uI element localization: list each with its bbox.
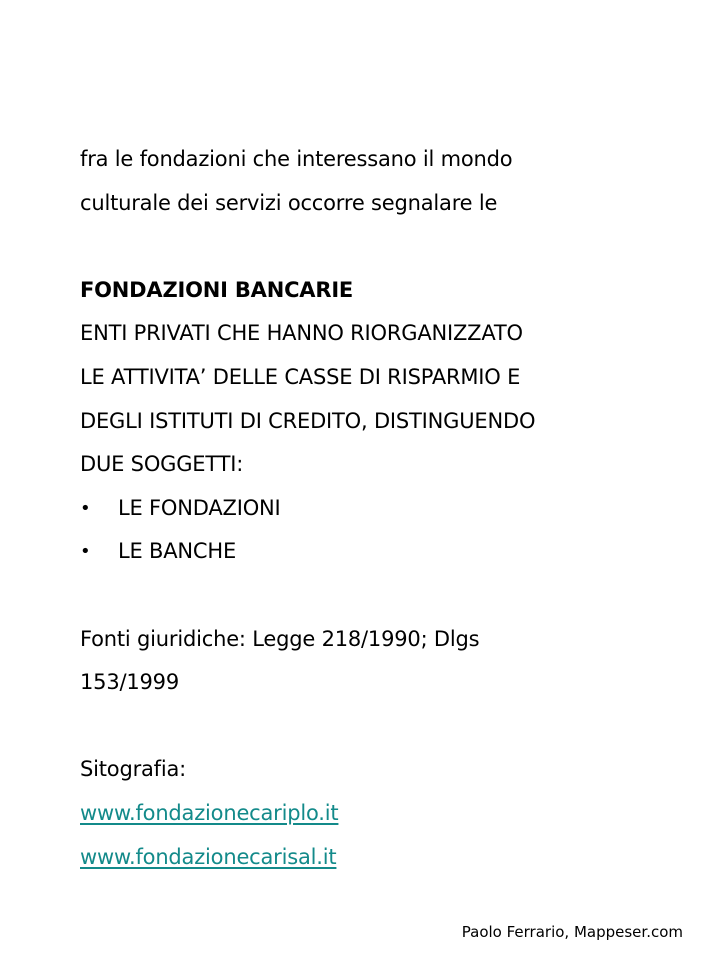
intro-line-1: fra le fondazioni che interessano il mondo bbox=[80, 147, 513, 171]
spacer bbox=[80, 574, 700, 618]
section-line-3: DEGLI ISTITUTI DI CREDITO, DISTINGUENDO bbox=[80, 408, 536, 433]
spacer bbox=[80, 705, 700, 749]
section-line-1: ENTI PRIVATI CHE HANNO RIORGANIZZATO bbox=[80, 321, 523, 346]
bullet-icon: • bbox=[80, 541, 91, 563]
section-line-2: LE ATTIVITA’ DELLE CASSE DI RISPARMIO E bbox=[80, 364, 521, 389]
spacer bbox=[80, 225, 700, 269]
intro-line-2: culturale dei servizi occorre segnalare le bbox=[80, 190, 498, 215]
sitography-label: Sitografia: bbox=[80, 757, 187, 782]
section-line-4: DUE SOGGETTI: bbox=[80, 452, 244, 477]
link-fondazionecarisal[interactable]: www.fondazionecarisal.it bbox=[80, 844, 337, 869]
bullet-label: LE FONDAZIONI bbox=[118, 495, 281, 520]
bullet-item-fondazioni bbox=[80, 487, 700, 531]
footer-credit: Paolo Ferrario, Mappeser.com bbox=[461, 923, 683, 941]
bullet-item-banche bbox=[80, 530, 700, 574]
sources-line-1: Fonti giuridiche: Legge 218/1990; Dlgs bbox=[80, 626, 480, 651]
sources-line-2: 153/1999 bbox=[80, 670, 180, 695]
slide-content bbox=[80, 138, 700, 879]
section-title: FONDAZIONI BANCARIE bbox=[80, 277, 354, 302]
bullet-label: LE BANCHE bbox=[118, 539, 237, 564]
bullet-icon: • bbox=[80, 497, 91, 519]
link-fondazionecariplo[interactable]: www.fondazionecariplo.it bbox=[80, 800, 339, 825]
